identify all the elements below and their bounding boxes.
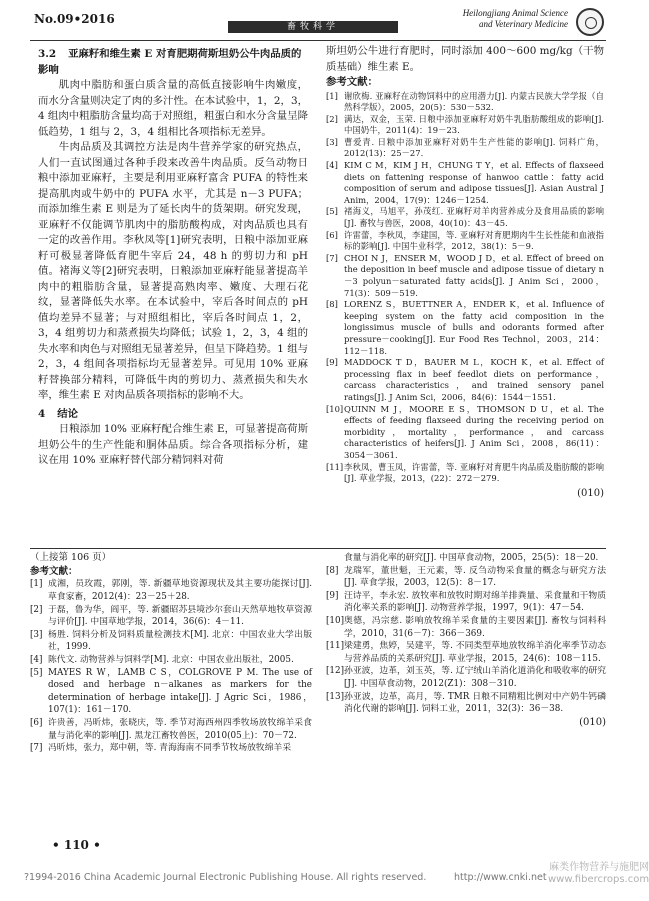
- copyright-text: ?1994-2016 China Academic Journal Electronic Publishing House. All rights reserved.: [24, 872, 427, 883]
- reference-item: [30, 742, 312, 755]
- reference-item: [30, 578, 312, 603]
- reference-text: 龙瑞军，董世魁，王元素，等. 反刍动物采食量的概念与研究方法[J]. 草食学报，2003，12(5)：8－17.: [344, 565, 606, 589]
- reference-text: CHOI N J，ENSER M，WOOD J D，et al. Effect of breed on the deposition in beef muscle and adipose tissue of dietary n－3 polyun－saturated fatty acids[J]. J Anim Sci，2000，71(3)：509－519.: [344, 252, 604, 298]
- reference-index: [10]: [326, 615, 345, 626]
- paragraph-continuation: 斯坦奶公牛进行育肥时，同时添加 400～600 mg/kg（干物质基础）维生素 E。: [326, 45, 604, 73]
- journal-title-line-2: and Veterinary Medicine: [479, 19, 568, 29]
- reference-item: [326, 114, 604, 137]
- paragraph: 日粮添加 10% 亚麻籽配合维生素 E，可显著提高荷斯坦奶公牛的生产性能和胴体品质。综合各项指标分析，建议在用 10% 亚麻籽替代部分精饲料对荷: [38, 423, 308, 466]
- reference-index: [1]: [30, 579, 43, 590]
- section-title: 结论: [57, 407, 79, 420]
- reference-text: 梁建勇，焦婷，吴建平，等. 不同类型草地放牧绵羊消化率季节动态与营养品质的关系研究[J]. 草业学报，2015，24(6)：108－115.: [344, 641, 606, 664]
- lower-right-column: [326, 552, 606, 729]
- reference-index: [7]: [30, 743, 43, 754]
- reference-text: 孙亚波，边革，刘玉英，等. 辽宁绒山羊消化道消化和吸收率的研究[J]. 中国草食动物，2012(Z1)：308－310.: [344, 666, 606, 689]
- reference-list: [326, 91, 604, 485]
- section-title: 亚麻籽和维生素 E 对育肥期荷斯坦奶公牛肉品质的影响: [38, 48, 302, 76]
- reference-item: [326, 206, 604, 229]
- reference-text: 陈代文. 动物营养与饲料学[M]. 北京：中国农业出版社，2005.: [48, 654, 294, 665]
- reference-item: [326, 691, 606, 716]
- reference-index: [7]: [326, 252, 338, 263]
- reference-text: MADDOCK T D，BAUER M L，KOCH K，et al. Effect of processing flax in beef feedlot diets on performance，carcass characteristics，and trained sensory panel ratings[J]. J Anim Sci，2006，84(6)：1544－1551.: [344, 357, 604, 402]
- reference-index: [11]: [326, 461, 344, 472]
- reference-text: 孙亚波，边革，高月，等. TMR 日粮不同精粗比例对中产奶牛钙磷消化代谢的影响[J]. 饲料工业，2011，32(3)：36－38.: [344, 691, 606, 715]
- reference-text: QUINN M J，MOORE E S，THOMSON D U，et al. The effects of feeding flaxseed during the receiving period on morbidity，mortality，performance，and carcass characteristics of heifers[J]. J Anim Sci，2008，86(11)：3054－3061.: [344, 403, 604, 460]
- site-watermark: 麻类作物营养与施肥网 www.fibercrops.com: [548, 862, 649, 885]
- reference-text: LORENZ S，BUETTNER A，ENDER K，et al. Influence of keeping system on the fatty acid composition in the longissimus muscle of bulls and odorants formed after pressure－cooking[J]. Eur Food Res Technol，2003，214：112－118.: [344, 299, 604, 356]
- reference-item: [326, 230, 604, 253]
- reference-list: [30, 578, 312, 754]
- reference-text: MAYES R W，LAMB C S，COLGROVE P M. The use of dosed and herbage n－alkanes as markers for the determination of herbage intake[J]. J Agric Sci，1986，107(1)：161－170.: [48, 667, 312, 716]
- reference-index: [13]: [326, 691, 345, 702]
- reference-index: [2]: [326, 113, 338, 124]
- reference-index: [4]: [326, 160, 338, 171]
- section-number: 4: [38, 407, 46, 420]
- reference-text: 食量与消化率的研究[J]. 中国草食动物，2005，25(5)：18－20.: [344, 553, 599, 563]
- right-column: [326, 44, 604, 501]
- reference-text: 奥德，冯宗慈. 影响放牧绵羊采食量的主要因素[J]. 畜牧与饲料科学，2010，31(6－7)：366－369.: [344, 615, 606, 639]
- article-end-mark: (010): [579, 716, 606, 728]
- reference-index: [3]: [326, 136, 338, 147]
- reference-item: [326, 640, 606, 665]
- reference-text: 冯昕炜，张力，郑中朝，等. 青海海南不同季节牧场放牧绵羊采: [48, 743, 292, 754]
- reference-item: [326, 665, 606, 690]
- journal-title-line-1: Heilongjiang Animal Science: [462, 8, 568, 18]
- issue-number: No.09•2016: [34, 12, 115, 26]
- reference-index: [8]: [326, 299, 338, 310]
- reference-index: [9]: [326, 357, 338, 368]
- reference-index: [3]: [30, 629, 43, 640]
- reference-item: [30, 629, 312, 654]
- reference-index: [11]: [326, 641, 345, 652]
- reference-text: 许贵善，冯昕炜，张晓庆，等. 季节对海西州四季牧场放牧绵羊采食量与消化率的影响[J]. 黑龙江畜牧兽医，2010(05上)：70－72.: [48, 717, 312, 741]
- reference-text: KIM C M，KIM J H，CHUNG T Y，et al. Effects of flaxseed diets on fattening response of hanwoo cattle：fatty acid composition of serum and adipose tissues[J]. Asian Austral J Anim，2004，17(9)：1246－1254.: [344, 160, 604, 205]
- paragraph: 牛肉品质及其调控方法是肉牛营养学家的研究热点，人们一直试图通过各种手段来改善牛肉品质。反刍动物日粮中添加亚麻籽，主要是利用亚麻籽富含 PUFA 的特性来提高肌肉或牛奶中的 PUFA 水平，尤其是 n－3 PUFA；而添加维生素 E 则是为了延长肉牛的货架期。研究发现，亚麻籽不仅能调节肌肉中的脂肪酸构成，对肉品质也具有一定的改善作用。李秋凤等[1]研究表明，日粮中添加亚麻籽可极显著降低育肥牛宰后 24，48 h 的剪切力和 pH 值。褚海义等[2]研究表明，日粮添加亚麻籽能显著提高羊肉中的粗脂肪含量，显著提高熟肉率、嫩度、大理石花纹，显著降低失水率。在本试验中，宰后各时间点的 pH 值均差异不显著；与对照组相比，宰后各时间点 1，2，3，4 组剪切力和蒸煮损失均降低；试验 1，2，3，4 组的失水率和肉色与对照组无显著差异，但呈下降趋势。1 组与 2，3，4 组间各项指标均无显著差异。可见用 10% 亚麻籽替换部分精料，可降低牛肉的剪切力、蒸煮损失和失水率，维生素 E 对肉品质各项指标的影响不大。: [38, 141, 308, 401]
- reference-index: [5]: [30, 667, 43, 678]
- references-heading: 参考文献：: [30, 566, 78, 578]
- reference-text: 于磊，鲁为华，阎平，等. 新疆昭苏县境沙尔套山天然草地牧草资源与评价[J]. 中国草地学报，2014，36(6)：4－11.: [48, 604, 312, 628]
- reference-item: [30, 717, 312, 742]
- section-4-heading: [38, 407, 308, 423]
- reference-item: [326, 253, 604, 299]
- reference-index: [6]: [30, 717, 43, 728]
- reference-index: [9]: [326, 590, 339, 601]
- reference-index: [1]: [326, 90, 338, 101]
- footer-url-link[interactable]: http://www.cnki.net: [454, 872, 547, 883]
- reference-index: [12]: [326, 666, 345, 677]
- reference-item: [326, 462, 604, 485]
- reference-text: 杨胜. 饲料分析及饲料质量检测技术[M]. 北京：中国农业大学出版社，1999.: [48, 629, 312, 653]
- article-separator: [30, 548, 606, 549]
- reference-item: [326, 357, 604, 403]
- reference-item: [326, 137, 604, 160]
- references-heading: 参考文献：: [326, 76, 378, 88]
- reference-text: 李秋凤，曹玉凤，许雷蕾，等. 亚麻籽对育肥牛肉品质及脂肪酸的影响[J]. 草业学报，2013，(22)：272－279.: [344, 461, 604, 484]
- reference-index: [5]: [326, 206, 338, 217]
- journal-logo-icon: [576, 8, 604, 36]
- section-band: 畜牧科学: [228, 21, 398, 33]
- header-rule: [30, 40, 606, 41]
- paragraph: 肌肉中脂肪和蛋白质含量的高低直接影响牛肉嫩度，而水分含量则决定了肉的多汁性。在本试验中，1，2，3，4 组肉中粗脂肪含量均高于对照组，粗蛋白和水分含量呈降低趋势，1 组与 2，3，4 组相比各项指标无差异。: [38, 79, 308, 138]
- reference-text: 褚海义，马旭平，孙茂红. 亚麻籽对羊肉营养成分及食用品质的影响[J]. 畜牧与兽医，2008，40(10)：43－45.: [344, 206, 604, 229]
- continued-from-note: （上接第 106 页）: [30, 552, 112, 563]
- reference-item: [326, 299, 604, 357]
- reference-item: [326, 404, 604, 462]
- reference-item: [30, 667, 312, 717]
- section-number: 3.2: [38, 48, 57, 60]
- page-number: • 110 •: [52, 838, 101, 852]
- reference-text: 许雷蕾，李秋凤，李建国，等. 亚麻籽对育肥期肉牛生长性能和血液指标的影响[J]. 中国牛业科学，2012，38(1)：5－9.: [344, 229, 604, 252]
- reference-index: [2]: [30, 604, 43, 615]
- article-end-mark: (010): [577, 487, 604, 499]
- reference-item: [30, 654, 312, 667]
- left-column: [38, 44, 308, 469]
- section-3-2-heading: [38, 47, 308, 78]
- reference-item: [326, 565, 606, 590]
- reference-item: [326, 552, 606, 565]
- reference-list: [326, 552, 606, 716]
- reference-item: [30, 604, 312, 629]
- reference-text: 成湘，员玫霞，郭刚，等. 新疆草地资源现状及其主要功能探讨[J]. 草食家畜，2012(4)：23－25＋28.: [48, 579, 312, 602]
- reference-index: [6]: [326, 229, 338, 240]
- reference-item: [326, 91, 604, 114]
- copyright-footer: [24, 872, 584, 883]
- reference-text: 曹爱青. 日粮中添加亚麻籽对奶牛生产性能的影响[J]. 饲料广角，2012(13)：25－27.: [344, 136, 604, 159]
- reference-item: [326, 590, 606, 615]
- reference-index: [8]: [326, 565, 339, 576]
- reference-text: 满达，双金，玉荣. 日粮中添加亚麻籽对奶牛乳脂肪酸组成的影响[J]. 中国奶牛，2011(4)：19－23.: [344, 113, 604, 136]
- reference-index: [10]: [326, 403, 344, 414]
- lower-left-column: [30, 552, 312, 755]
- reference-text: 汪诗平，李永宏. 放牧率和放牧时期对绵羊排粪量、采食量和干物质消化率关系的影响[J]. 动物营养学报，1997，9(1)：47－54.: [344, 590, 606, 614]
- reference-index: [4]: [30, 654, 43, 665]
- journal-title-en: [463, 8, 568, 30]
- reference-item: [326, 160, 604, 206]
- reference-item: [326, 615, 606, 640]
- reference-text: 谢欣梅. 亚麻籽在动物饲料中的应用潜力[J]. 内蒙古民族大学学报（自然科学版），2005，20(5)：530－532.: [344, 90, 604, 113]
